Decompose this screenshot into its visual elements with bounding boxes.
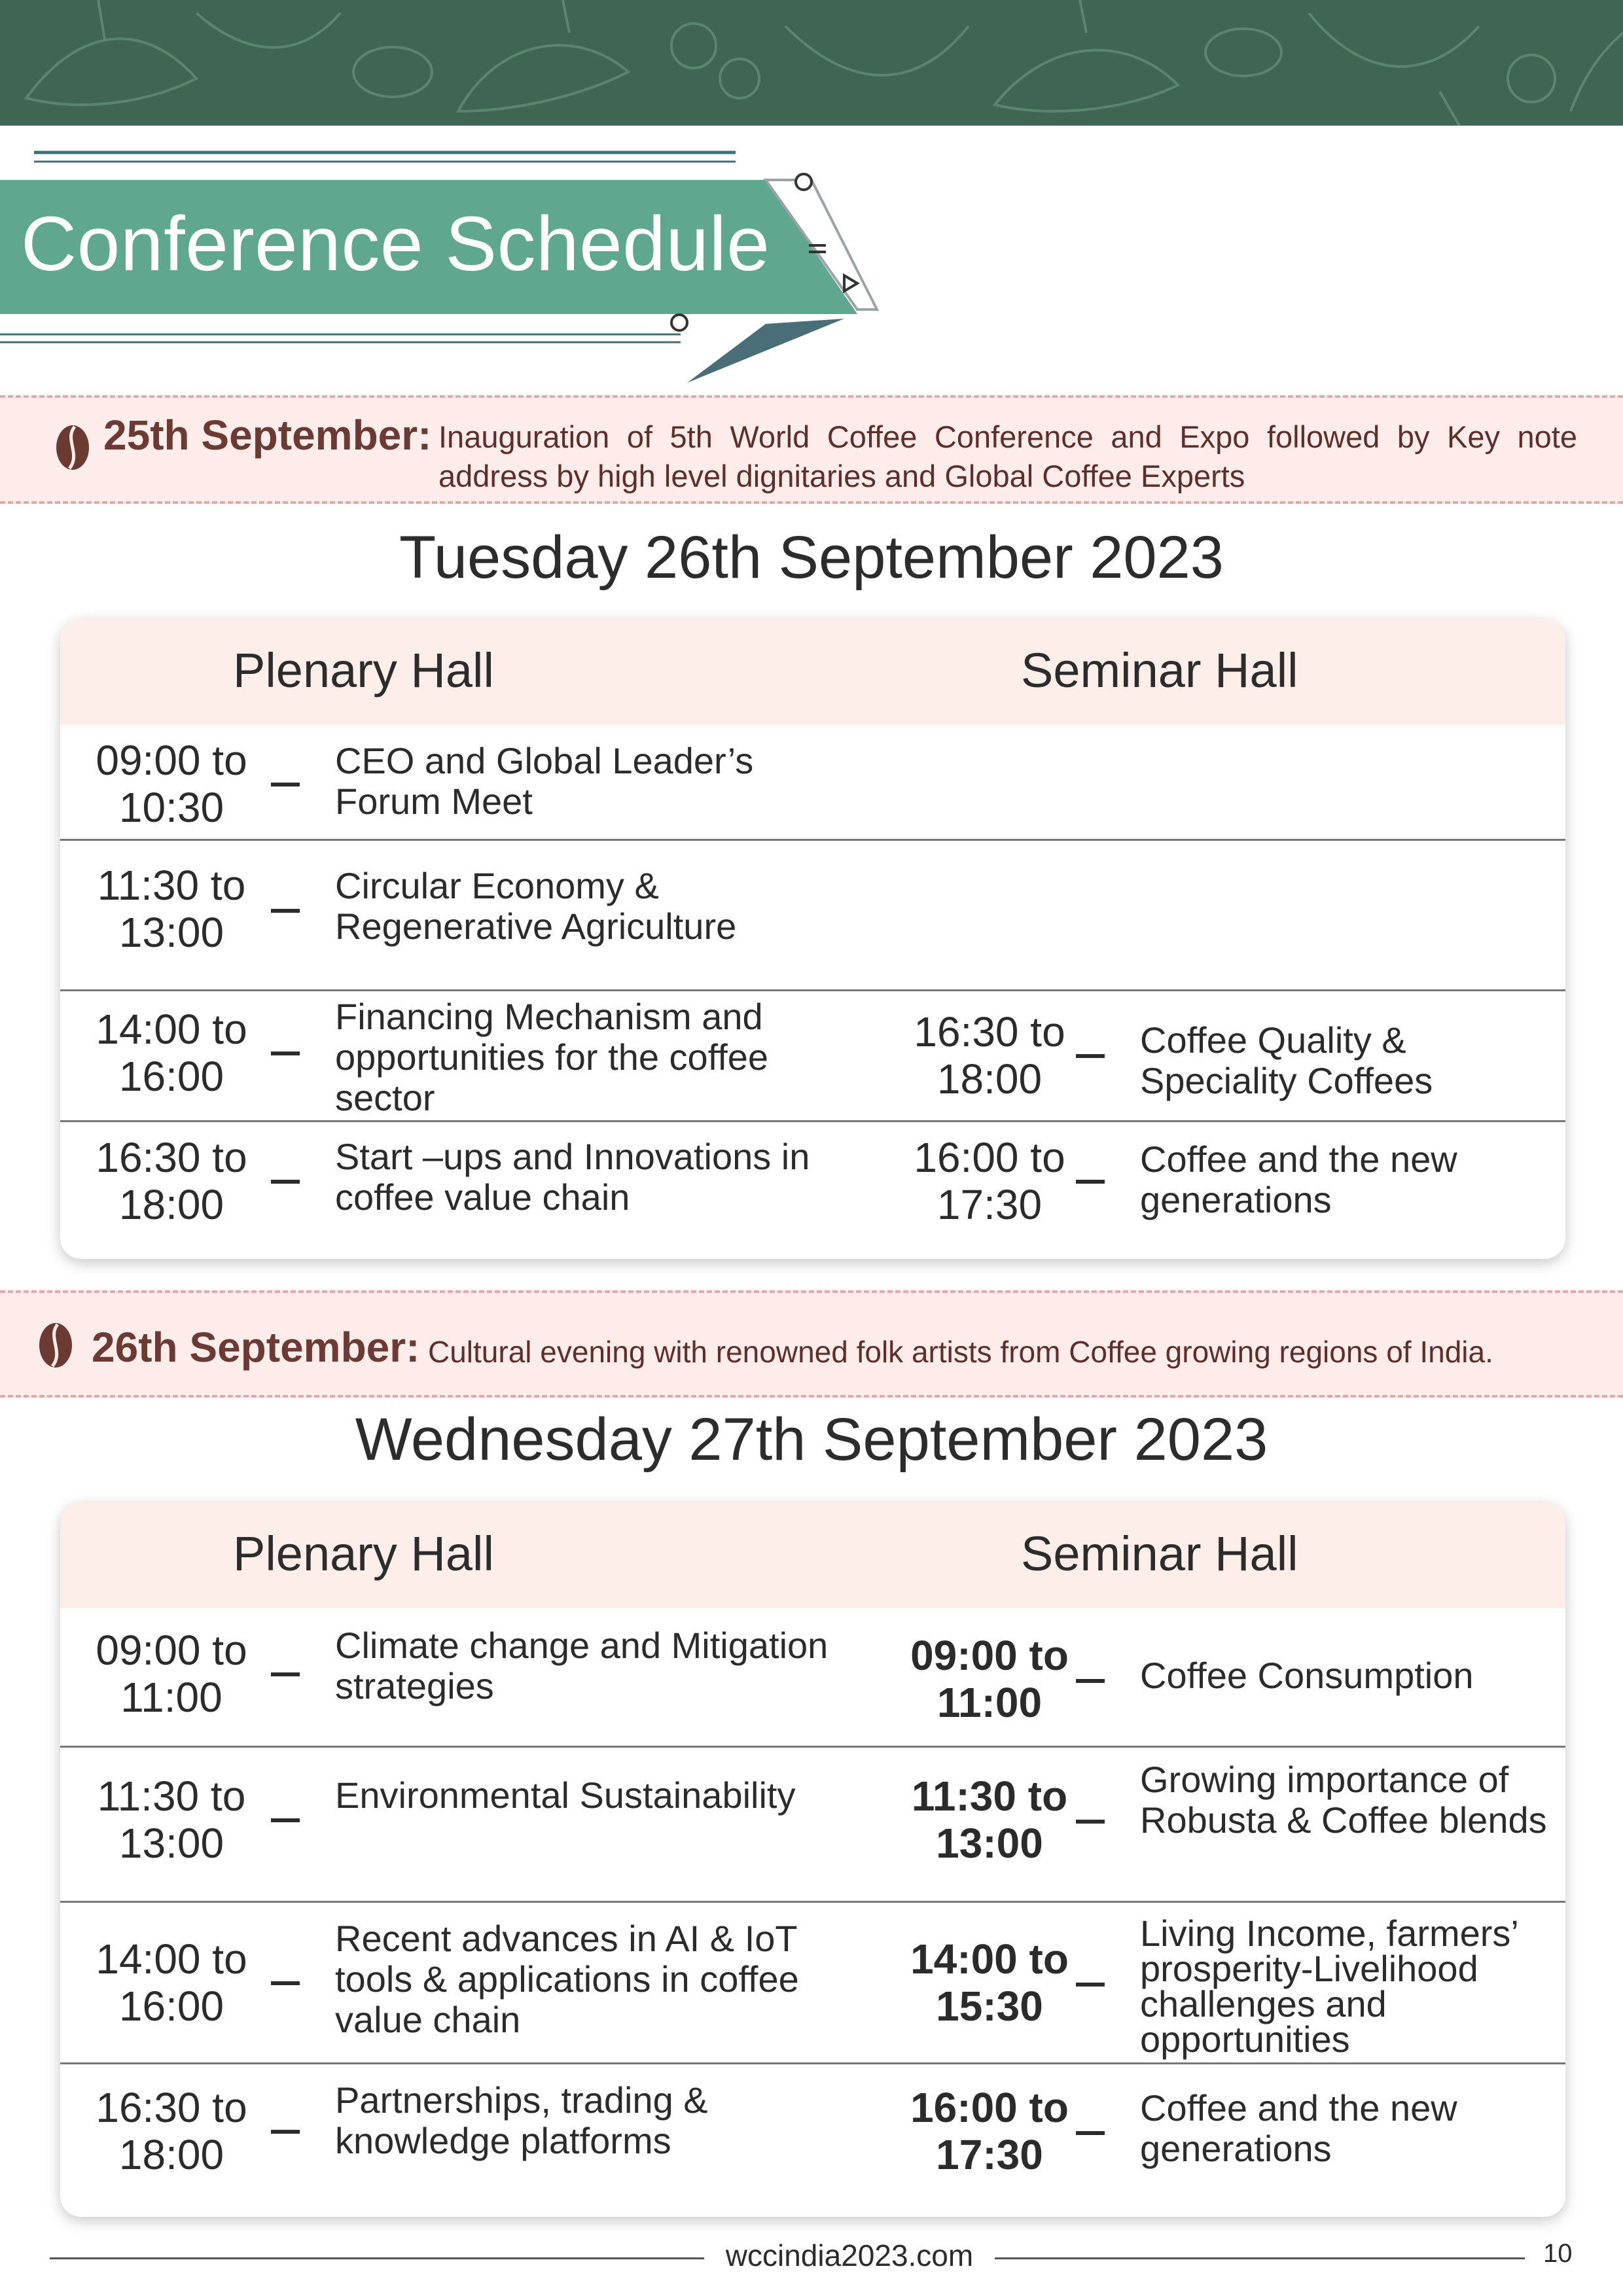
time-end: 17:30 xyxy=(936,1181,1043,1228)
time-end: 13:00 xyxy=(118,1820,224,1867)
plenary-time xyxy=(60,1006,283,1100)
event-strip-25th xyxy=(0,395,1623,504)
seminar-session: Coffee Consumption xyxy=(1140,1655,1474,1696)
footer-rule xyxy=(50,2257,704,2259)
plenary-session: Financing Mechanism and opportunities for the coffee sector xyxy=(335,996,769,1118)
dash-separator xyxy=(1076,1180,1105,1184)
seminar-session: Growing importance of Robusta & Coffee blends xyxy=(1140,1759,1547,1841)
time-end: 11:00 xyxy=(936,1679,1043,1726)
seminar-time xyxy=(878,1008,1101,1103)
title-ribbon xyxy=(0,147,890,389)
time-start: 16:30 to xyxy=(914,1008,1065,1055)
plenary-time xyxy=(60,1935,283,2030)
time-start: 11:30 to xyxy=(911,1773,1068,1820)
plenary-session: Circular Economy & Regenerative Agriculture xyxy=(335,865,737,947)
time-start: 11:30 to xyxy=(97,1773,246,1820)
dash-separator xyxy=(271,1180,300,1184)
plenary-session: CEO and Global Leader’s Forum Meet xyxy=(335,740,754,822)
day-heading xyxy=(0,523,1623,592)
dash-separator xyxy=(271,1672,300,1676)
seminar-session: Coffee and the new generations xyxy=(1140,2087,1457,2169)
dash-separator xyxy=(1076,1820,1105,1824)
dash-separator xyxy=(271,1051,300,1055)
dash-separator xyxy=(271,1818,300,1822)
day-heading-text: Wednesday 27th September 2023 xyxy=(355,1406,1268,1473)
seminar-time xyxy=(878,1134,1101,1228)
event-date: 25th September: xyxy=(103,412,432,459)
plenary-session: Partnerships, trading & knowledge platforms xyxy=(335,2079,708,2161)
seminar-session: Living Income, farmers’ prosperity-Livelihood challenges and opportunities xyxy=(1140,1913,1518,2060)
plenary-session: Recent advances in AI & IoT tools & applications in coffee value chain xyxy=(335,1918,799,2040)
seminar-hall-label: Seminar Hall xyxy=(1021,1527,1298,1581)
time-start: 14:00 to xyxy=(910,1935,1069,1983)
schedule-row xyxy=(60,725,1565,840)
plenary-session: Climate change and Mitigation strategies xyxy=(335,1625,829,1706)
time-start: 14:00 to xyxy=(96,1006,247,1053)
event-strip-26th xyxy=(0,1290,1623,1398)
coffee-bean-icon xyxy=(38,1322,73,1369)
time-end: 17:30 xyxy=(936,2131,1043,2178)
dash-separator xyxy=(1076,1679,1105,1683)
page-number: 10 xyxy=(1543,2239,1573,2268)
time-end: 16:00 xyxy=(118,1983,224,2030)
coffee-bean-icon xyxy=(55,424,90,471)
time-start: 09:00 to xyxy=(910,1632,1069,1679)
time-end: 13:00 xyxy=(118,909,224,956)
schedule-card-wednesday xyxy=(60,1502,1565,2217)
event-date: 26th September: xyxy=(92,1324,420,1371)
plenary-time xyxy=(60,737,283,831)
schedule-row xyxy=(60,991,1565,1120)
time-start: 16:30 to xyxy=(96,1134,247,1181)
schedule-row xyxy=(60,1122,1565,1259)
dash-separator xyxy=(1076,1983,1105,1987)
schedule-row xyxy=(60,1748,1565,1901)
plenary-time xyxy=(60,2084,283,2178)
dash-separator xyxy=(271,2130,300,2134)
time-end: 18:00 xyxy=(936,1055,1043,1103)
time-end: 18:00 xyxy=(118,2131,224,2178)
schedule-row xyxy=(60,841,1565,989)
schedule-row xyxy=(60,2064,1565,2217)
schedule-row xyxy=(60,1608,1565,1746)
card-header xyxy=(60,1502,1565,1608)
dash-separator xyxy=(1076,2131,1105,2135)
page-title: Conference Schedule xyxy=(21,201,770,287)
time-start: 11:30 to xyxy=(97,862,246,909)
dash-separator xyxy=(271,909,300,913)
coffee-leaf-pattern-icon xyxy=(0,0,1623,126)
footer-rule xyxy=(995,2257,1525,2259)
schedule-row xyxy=(60,1903,1565,2062)
seminar-time xyxy=(878,1773,1101,1867)
card-header xyxy=(60,619,1565,725)
dash-separator xyxy=(271,783,300,786)
time-end: 10:30 xyxy=(118,784,224,831)
seminar-time xyxy=(878,1632,1101,1726)
time-start: 14:00 to xyxy=(96,1935,247,1983)
time-end: 18:00 xyxy=(118,1181,224,1228)
seminar-time xyxy=(878,2084,1101,2178)
day-heading xyxy=(0,1405,1623,1474)
time-end: 13:00 xyxy=(936,1820,1043,1867)
plenary-time xyxy=(60,1773,283,1867)
time-end: 16:00 xyxy=(118,1053,224,1100)
plenary-session: Start –ups and Innovations in coffee value chain xyxy=(335,1136,810,1218)
seminar-session: Coffee and the new generations xyxy=(1140,1139,1457,1220)
dash-separator xyxy=(271,1981,300,1985)
plenary-time xyxy=(60,1134,283,1228)
day-heading-text: Tuesday 26th September 2023 xyxy=(399,524,1224,591)
plenary-time xyxy=(60,862,283,956)
time-start: 16:00 to xyxy=(910,2084,1069,2131)
seminar-time xyxy=(878,1935,1101,2030)
seminar-session: Coffee Quality & Speciality Coffees xyxy=(1140,1019,1433,1101)
plenary-hall-label: Plenary Hall xyxy=(233,1527,494,1581)
event-description: Inauguration of 5th World Coffee Conference and Expo followed by Key note address by high level dignitaries and Global Coffee Experts xyxy=(438,419,1577,493)
plenary-time xyxy=(60,1627,283,1721)
dash-separator xyxy=(1076,1054,1105,1058)
time-start: 16:00 to xyxy=(914,1134,1065,1181)
decorative-header-band xyxy=(0,0,1623,126)
event-description: Cultural evening with renowned folk artists from Coffee growing regions of India. xyxy=(428,1335,1493,1369)
schedule-card-tuesday xyxy=(60,619,1565,1259)
time-start: 16:30 to xyxy=(96,2084,247,2131)
plenary-hall-label: Plenary Hall xyxy=(233,643,494,698)
time-end: 15:30 xyxy=(936,1983,1043,2030)
footer-website-link[interactable]: wccindia2023.com xyxy=(725,2238,974,2272)
time-start: 09:00 to xyxy=(96,737,247,784)
plenary-session: Environmental Sustainability xyxy=(335,1775,796,1816)
time-end: 11:00 xyxy=(120,1674,223,1721)
time-start: 09:00 to xyxy=(96,1627,247,1674)
seminar-hall-label: Seminar Hall xyxy=(1021,643,1298,698)
